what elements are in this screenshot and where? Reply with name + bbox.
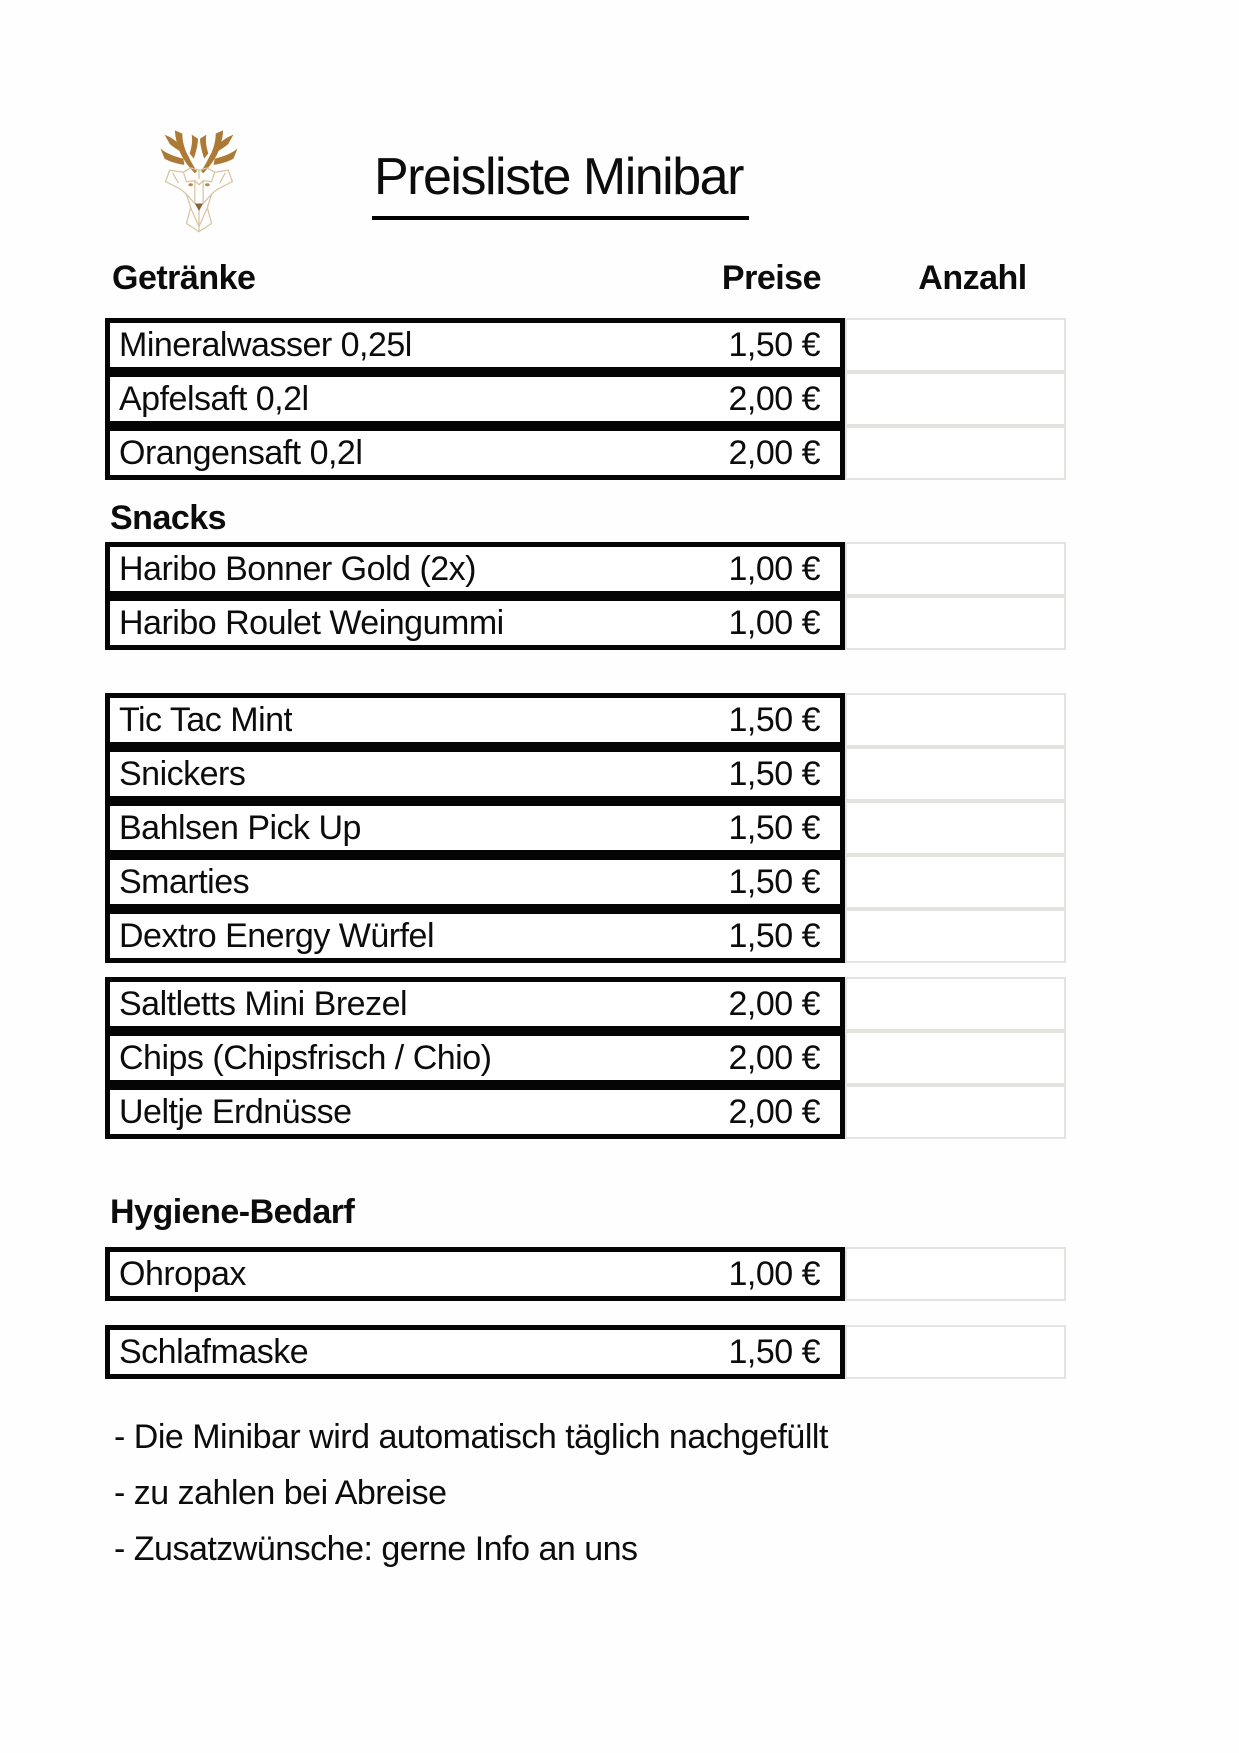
item-price-cell <box>105 542 845 596</box>
price-value: 1,50 € <box>728 808 820 847</box>
deer-nose <box>195 204 203 211</box>
price-value: 1,50 € <box>728 1332 820 1371</box>
item-price-cell <box>105 596 845 650</box>
quantity-cell <box>845 693 1066 747</box>
table-row <box>105 1247 1066 1301</box>
quantity-cell <box>845 855 1066 909</box>
price-value: 1,50 € <box>728 754 820 793</box>
item-label: Smarties <box>119 862 250 901</box>
price-block-1 <box>105 500 1066 650</box>
price-block-3 <box>105 977 1066 1139</box>
item-label: Saltletts Mini Brezel <box>119 984 408 1023</box>
item-price-cell <box>105 372 845 426</box>
table-row <box>105 977 1066 1031</box>
item-label: Haribo Roulet Weingummi <box>119 603 504 642</box>
page-title-text: Preisliste Minibar <box>372 150 749 220</box>
quantity-cell <box>845 801 1066 855</box>
price-table <box>105 318 1066 1379</box>
quantity-cell <box>845 542 1066 596</box>
item-price-cell <box>105 1031 845 1085</box>
price-value: 2,00 € <box>728 1038 820 1077</box>
deer-logo <box>152 124 246 234</box>
price-value: 1,50 € <box>728 700 820 739</box>
note-line: - Die Minibar wird automatisch täglich nachgefüllt <box>114 1418 828 1456</box>
item-price-cell <box>105 318 845 372</box>
price-block-5 <box>105 1325 1066 1379</box>
table-row <box>105 1031 1066 1085</box>
item-price-cell <box>105 1085 845 1139</box>
quantity-cell <box>845 426 1066 480</box>
column-header-preise: Preise <box>721 259 821 297</box>
note-line: - zu zahlen bei Abreise <box>114 1474 447 1512</box>
price-value: 1,50 € <box>728 862 820 901</box>
price-value: 1,50 € <box>728 916 820 955</box>
price-block-0 <box>105 318 1066 480</box>
price-value: 2,00 € <box>728 379 820 418</box>
section-heading: Hygiene-Bedarf <box>110 1193 355 1231</box>
price-value: 1,00 € <box>728 1254 820 1293</box>
price-value: 2,00 € <box>728 1092 820 1131</box>
item-price-cell <box>105 909 845 963</box>
item-label: Snickers <box>119 754 246 793</box>
quantity-cell <box>845 747 1066 801</box>
item-price-cell <box>105 801 845 855</box>
quantity-cell <box>845 1031 1066 1085</box>
item-price-cell <box>105 747 845 801</box>
item-price-cell <box>105 1325 845 1379</box>
item-label: Schlafmaske <box>119 1332 309 1371</box>
item-label: Dextro Energy Würfel <box>119 916 434 955</box>
item-price-cell <box>105 855 845 909</box>
item-price-cell <box>105 426 845 480</box>
price-value: 2,00 € <box>728 984 820 1023</box>
item-label: Chips (Chipsfrisch / Chio) <box>119 1038 492 1077</box>
footer-notes <box>105 1409 1066 1577</box>
table-row <box>105 1325 1066 1379</box>
item-label: Bahlsen Pick Up <box>119 808 361 847</box>
price-block-4 <box>105 1194 1066 1301</box>
column-headers-left <box>105 252 845 304</box>
page-title <box>372 150 749 220</box>
quantity-cell <box>845 372 1066 426</box>
column-header-getraenke: Getränke <box>112 259 256 297</box>
note-line: - Zusatzwünsche: gerne Info an uns <box>114 1530 638 1568</box>
item-label: Ueltje Erdnüsse <box>119 1092 352 1131</box>
table-row <box>105 1085 1066 1139</box>
quantity-cell <box>845 1085 1066 1139</box>
deer-face-wireframe <box>166 168 233 232</box>
item-label: Mineralwasser 0,25l <box>119 325 412 364</box>
quantity-cell <box>845 596 1066 650</box>
column-header-anzahl: Anzahl <box>918 259 1027 297</box>
table-column-headers <box>105 252 1066 304</box>
item-label: Haribo Bonner Gold (2x) <box>119 549 477 588</box>
table-row <box>105 801 1066 855</box>
item-label: Tic Tac Mint <box>119 700 293 739</box>
price-value: 1,00 € <box>728 603 820 642</box>
table-row <box>105 318 1066 372</box>
table-row <box>105 693 1066 747</box>
price-value: 1,50 € <box>728 325 820 364</box>
table-row <box>105 909 1066 963</box>
item-price-cell <box>105 977 845 1031</box>
item-price-cell <box>105 693 845 747</box>
table-row <box>105 372 1066 426</box>
item-label: Apfelsaft 0,2l <box>119 379 309 418</box>
table-row <box>105 596 1066 650</box>
quantity-cell <box>845 1325 1066 1379</box>
table-row <box>105 542 1066 596</box>
quantity-cell <box>845 1247 1066 1301</box>
quantity-cell <box>845 977 1066 1031</box>
price-value: 1,00 € <box>728 549 820 588</box>
quantity-cell <box>845 909 1066 963</box>
item-label: Ohropax <box>119 1254 246 1293</box>
table-row <box>105 747 1066 801</box>
price-value: 2,00 € <box>728 433 820 472</box>
quantity-cell <box>845 318 1066 372</box>
item-price-cell <box>105 1247 845 1301</box>
table-row <box>105 426 1066 480</box>
price-block-2 <box>105 693 1066 963</box>
price-list-content <box>105 252 1066 1577</box>
section-heading: Snacks <box>110 499 227 537</box>
table-row <box>105 855 1066 909</box>
deer-antlers <box>160 130 237 173</box>
item-label: Orangensaft 0,2l <box>119 433 363 472</box>
